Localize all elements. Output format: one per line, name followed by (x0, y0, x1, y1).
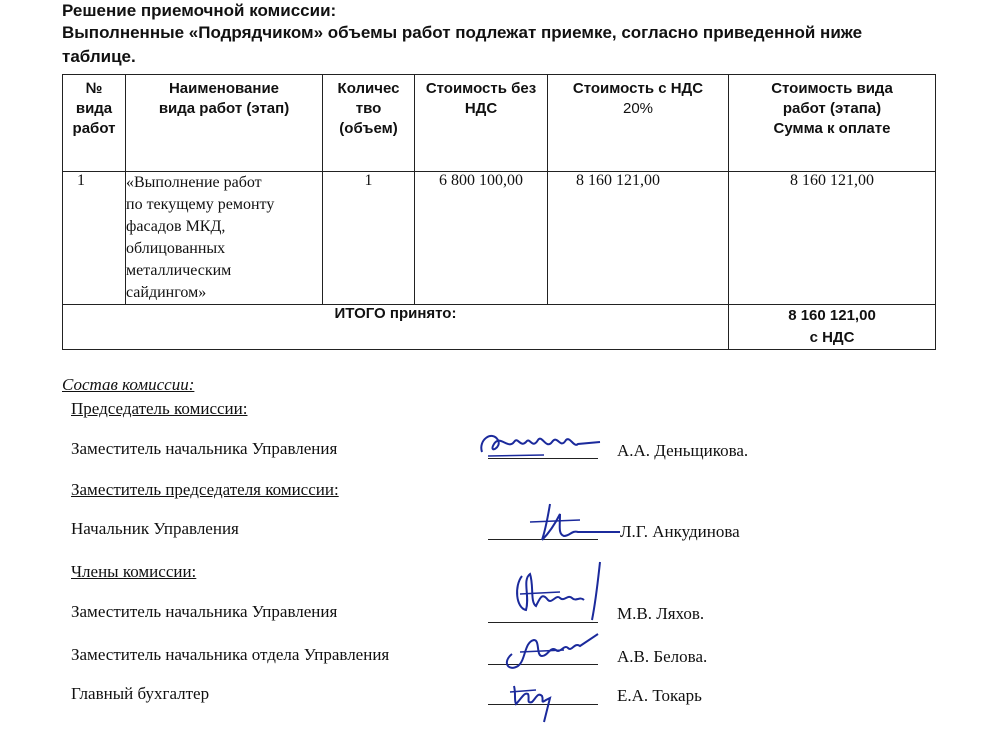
table-total-row (63, 305, 936, 350)
signature-3 (500, 556, 610, 626)
member-position: Заместитель начальника Управления (71, 602, 338, 621)
col-header-cost-no-vat-l1: Стоимость без (425, 80, 537, 97)
members-label: Члены комиссии: (71, 562, 197, 581)
member-position: Заместитель начальника отдела Управления (71, 645, 390, 664)
col-header-quantity-l3: (объем) (339, 120, 398, 137)
row-work-name (126, 172, 323, 305)
decision-title: Решение приемочной комиссии: (62, 1, 337, 20)
row-work-name-l2: по текущему ремонту (126, 196, 275, 213)
row-number: 1 (63, 172, 126, 305)
total-vat-note: с НДС (809, 329, 855, 346)
col-header-payment-l1: Стоимость вида (771, 80, 893, 97)
col-header-name-l2: вида работ (этап) (158, 100, 290, 117)
col-header-cost-vat (548, 75, 729, 172)
vice-chair-label: Заместитель председателя комиссии: (71, 480, 339, 499)
col-header-cost-vat-l2: 20% (622, 100, 654, 117)
member-name: А.А. Деньщикова. (617, 441, 749, 460)
col-header-payment-l3: Сумма к оплате (773, 120, 891, 137)
col-header-number-l3: работ (72, 120, 116, 137)
row-work-name-l3: фасадов МКД, (126, 218, 226, 235)
col-header-name (126, 75, 323, 172)
member-position: Начальник Управления (71, 519, 239, 538)
table-row (63, 172, 936, 305)
signature-5 (506, 670, 586, 724)
col-header-quantity (323, 75, 415, 172)
member-name: А.В. Белова. (617, 647, 708, 666)
commission-title: Состав комиссии: (62, 375, 195, 394)
row-work-name-l5: металлическим (126, 262, 232, 279)
col-header-name-l1: Наименование (168, 80, 280, 97)
col-header-cost-vat-l1: Стоимость с НДС (572, 80, 704, 97)
row-work-name-l6: сайдингом» (126, 284, 207, 301)
col-header-number-l1: № (85, 80, 103, 97)
row-quantity: 1 (323, 172, 415, 305)
col-header-payment (729, 75, 936, 172)
row-work-name-l4: облицованных (126, 240, 226, 257)
total-label: ИТОГО принято: (63, 305, 729, 350)
col-header-quantity-l1: Количес (337, 80, 400, 97)
col-header-cost-no-vat-l2: НДС (464, 100, 498, 117)
row-work-name-l1: «Выполнение работ (126, 174, 262, 191)
chair-label: Председатель комиссии: (71, 399, 248, 418)
col-header-payment-l2: работ (этапа) (782, 100, 882, 117)
col-header-number-l2: вида (75, 100, 113, 117)
row-payment: 8 160 121,00 (729, 172, 936, 305)
decision-text-line2: таблице. (62, 47, 136, 66)
member-name: Е.А. Токарь (617, 686, 702, 705)
signature-4 (494, 626, 604, 674)
member-name: Л.Г. Анкудинова (620, 522, 740, 541)
member-position: Главный бухгалтер (71, 684, 210, 703)
col-header-cost-no-vat (415, 75, 548, 172)
total-amount: 8 160 121,00 (788, 307, 876, 324)
signature-1 (474, 422, 604, 466)
signature-2 (520, 500, 630, 546)
member-position: Заместитель начальника Управления (71, 439, 338, 458)
acceptance-table (62, 74, 936, 350)
member-name: М.В. Ляхов. (617, 604, 705, 623)
decision-text-line1: Выполненные «Подрядчиком» объемы работ подлежат приемке, согласно приведенной ниже (62, 23, 863, 42)
table-header-row (63, 75, 936, 172)
col-header-quantity-l2: тво (355, 100, 382, 117)
row-cost-vat: 8 160 121,00 (548, 172, 729, 305)
col-header-number (63, 75, 126, 172)
total-value (729, 305, 936, 350)
row-cost-no-vat: 6 800 100,00 (415, 172, 548, 305)
